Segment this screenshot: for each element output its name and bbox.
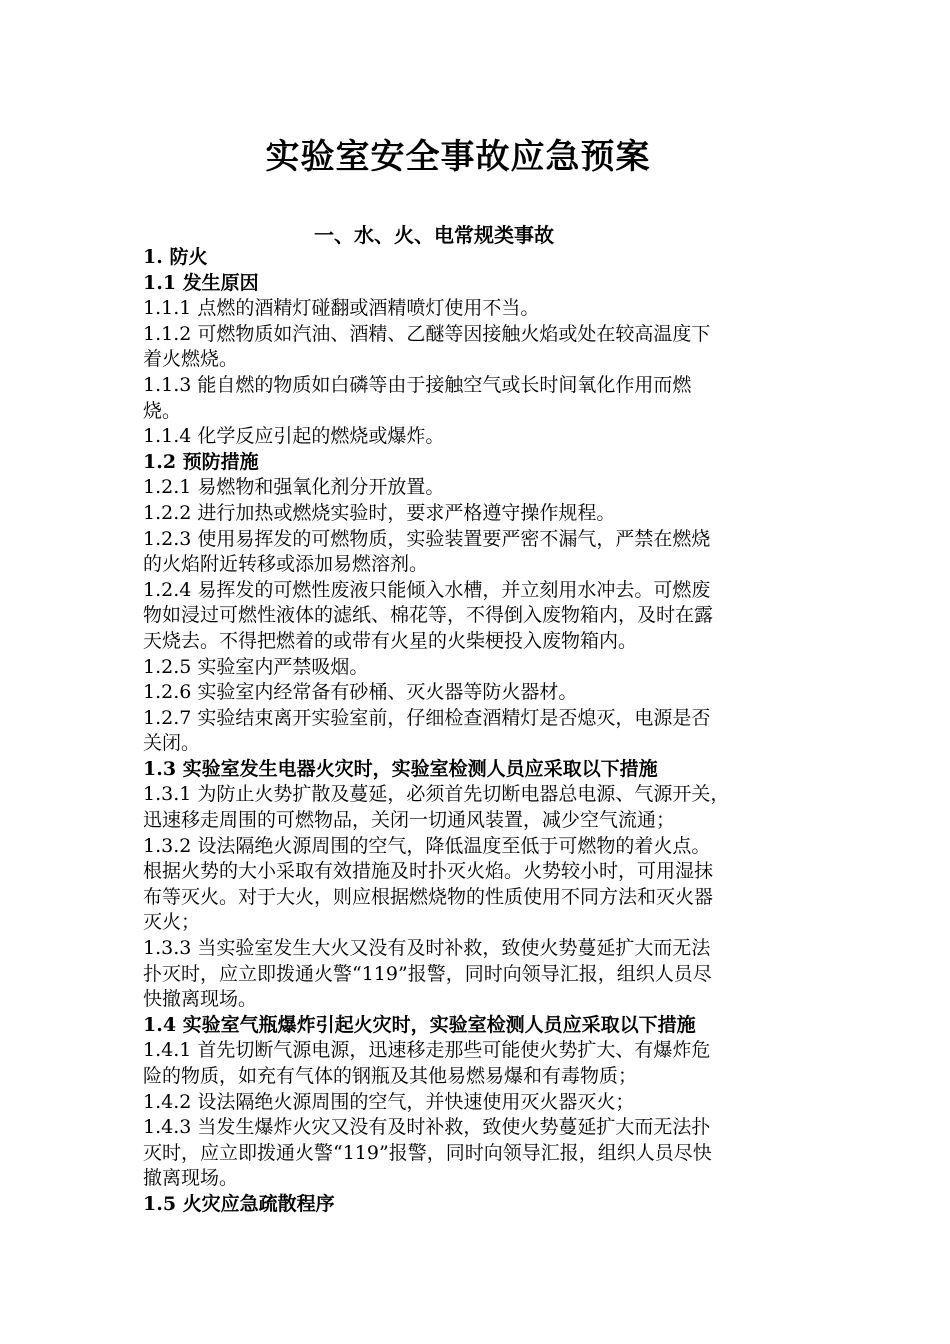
text-line: 1.3.3 当实验室发生大火又没有及时补救，致使火势蔓延扩大而无法 <box>143 937 711 960</box>
document-body <box>143 245 823 1218</box>
document-title: 实验室安全事故应急预案 <box>265 137 651 177</box>
text-line: 撤离现场。 <box>143 1167 239 1190</box>
text-line: 1.3.2 设法隔绝火源周围的空气，降低温度至低于可燃物的着火点。 <box>143 834 711 857</box>
heading-line: 1.5 火灾应急疏散程序 <box>143 1192 335 1215</box>
section-heading: 一、水、火、电常规类事故 <box>314 223 554 247</box>
text-line: 险的物质，如充有气体的钢瓶及其他易燃易爆和有毒物质； <box>143 1065 638 1087</box>
heading-line: 1.4 实验室气瓶爆炸引起火灾时，实验室检测人员应采取以下措施 <box>143 1013 696 1036</box>
text-line: 迅速移走周围的可燃物品，关闭一切通风装置，减少空气流通； <box>143 809 676 832</box>
text-line: 1.1.3 能自燃的物质如白磷等由于接触空气或长时间氧化作用而燃 <box>143 373 692 396</box>
text-line: 1.2.1 易燃物和强氧化剂分开放置。 <box>143 476 445 499</box>
heading-line: 1.1 发生原因 <box>143 271 259 294</box>
text-line: 1.1.2 可燃物质如汽油、酒精、乙醚等因接触火焰或处在较高温度下 <box>143 322 711 345</box>
text-line: 关闭。 <box>143 732 201 755</box>
heading-line: 1.2 预防措施 <box>143 450 259 473</box>
text-line: 1.4.3 当发生爆炸火灾又没有及时补救，致使火势蔓延扩大而无法扑 <box>143 1116 711 1139</box>
text-line: 1.2.4 易挥发的可燃性废液只能倾入水槽，并立刻用水冲去。可燃废 <box>143 578 711 601</box>
text-line: 灭时，应立即拨通火警“119”报警，同时向领导汇报，组织人员尽快 <box>143 1141 712 1164</box>
text-line: 1.4.2 设法隔绝火源周围的空气，并快速使用灭火器灭火； <box>143 1090 635 1113</box>
text-line: 1.4.1 首先切断气源电源，迅速移走那些可能使火势扩大、有爆炸危 <box>143 1039 711 1062</box>
text-line: 根据火势的大小采取有效措施及时扑灭火焰。火势较小时，可用湿抹 <box>143 860 714 883</box>
text-line: 灭火； <box>143 911 201 934</box>
heading-line: 1. 防火 <box>143 246 208 268</box>
text-line: 天烧去。不得把燃着的或带有火星的火柴梗投入废物箱内。 <box>143 629 638 652</box>
text-line: 的火焰附近转移或添加易燃溶剂。 <box>143 553 429 576</box>
text-line: 1.2.7 实验结束离开实验室前，仔细检查酒精灯是否熄灭，电源是否 <box>143 706 711 729</box>
text-line: 快撤离现场。 <box>143 988 258 1011</box>
text-line: 1.2.5 实验室内严禁吸烟。 <box>143 655 369 678</box>
text-line: 1.1.4 化学反应引起的燃烧或爆炸。 <box>143 425 445 448</box>
heading-line: 1.3 实验室发生电器火灾时，实验室检测人员应采取以下措施 <box>143 757 658 780</box>
text-line: 物如浸过可燃性液体的滤纸、棉花等，不得倒入废物箱内，及时在露 <box>143 604 714 627</box>
text-line: 1.2.6 实验室内经常备有砂桶、灭火器等防火器材。 <box>143 681 578 704</box>
text-line: 烧。 <box>143 399 182 422</box>
text-line: 布等灭火。对于大火，则应根据燃烧物的性质使用不同方法和灭火器 <box>143 885 714 908</box>
text-line: 扑灭时，应立即拨通火警“119”报警，同时向领导汇报，组织人员尽 <box>143 962 712 985</box>
text-line: 1.2.3 使用易挥发的可燃物质，实验装置要严密不漏气，严禁在燃烧 <box>143 527 711 550</box>
text-line: 1.1.1 点燃的酒精灯碰翻或酒精喷灯使用不当。 <box>143 297 540 320</box>
text-line: 1.2.2 进行加热或燃烧实验时，要求严格遵守操作规程。 <box>143 501 616 524</box>
text-line: 着火燃烧。 <box>143 348 239 371</box>
text-line: 1.3.1 为防止火势扩散及蔓延，必须首先切断电器总电源、气源开关， <box>143 783 730 806</box>
